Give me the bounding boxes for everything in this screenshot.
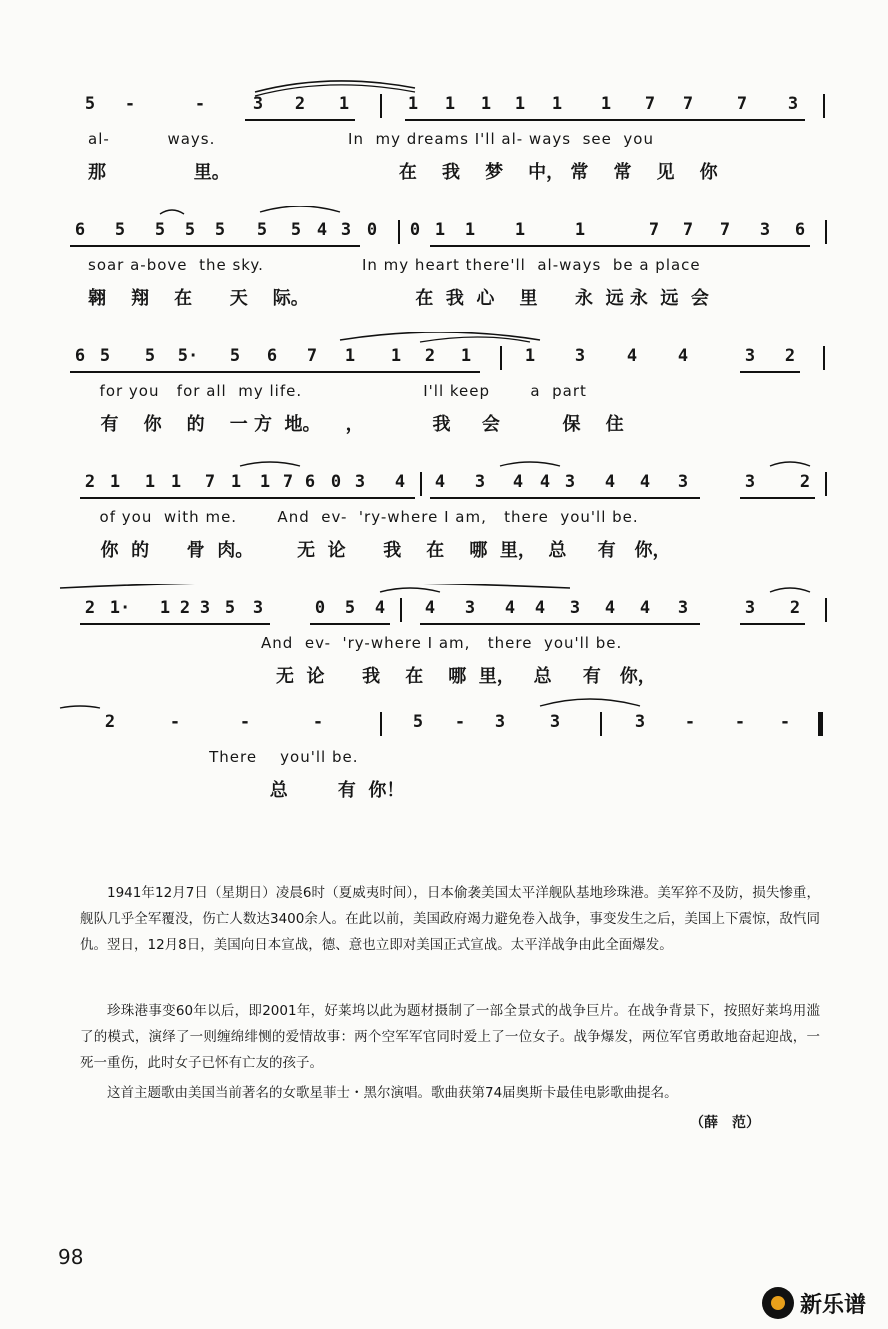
notation: 5 - - 3 2 1 1 1 1 1 1 1 7 7 7 3 (84, 94, 799, 114)
music-system-3 (0, 332, 888, 457)
music-system-4 (0, 458, 888, 583)
chinese-lyrics: 无 论 我 在 哪 里， 总 有 你， (88, 666, 656, 687)
music-system-1 (0, 80, 888, 205)
watermark-text: 新乐谱 (800, 1292, 867, 1318)
notation: 2 1· 1 2 3 5 3 0 5 4 4 3 4 4 3 4 4 3 3 2 (84, 598, 801, 618)
notation: 6 5 5 5 5 5 5 4 3 0 0 1 1 1 1 7 7 7 3 6 (74, 220, 806, 240)
chinese-lyrics: 有 你 的 一 方 地。 ， 我 会 保 住 (88, 414, 624, 435)
music-system-2 (0, 206, 888, 331)
english-lyrics: for you for all my life. I'll keep a part (88, 382, 587, 400)
english-lyrics: soar a-bove the sky. In my heart there'll al-ways be a place (88, 256, 701, 274)
notation: 6 5 5 5· 5 6 7 1 1 2 1 1 3 4 4 3 2 (74, 346, 796, 366)
music-system-5 (0, 584, 888, 709)
watermark-logo (762, 1287, 866, 1319)
author-credit: （薛 范） (690, 1115, 760, 1131)
music-system-6 (0, 698, 888, 823)
chinese-lyrics: 翱 翔 在 天 际。 在 我 心 里 永 远 永 远 会 (88, 288, 709, 309)
notation: 2 - - - 5 - 3 3 3 - - - (104, 712, 791, 732)
english-lyrics: of you with me. And ev- 'ry-where I am, there you'll be. (88, 508, 639, 526)
article-paragraph-1: 1941年12月7日（星期日）凌晨6时（夏威夷时间），日本偷袭美国太平洋舰队基地珍珠港。美军猝不及防，损失惨重，舰队几乎全军覆没，伤亡人数达3400余人。在此以前，美国政府竭力避免卷入战争，事变发生之后，美国上下震惊，敌忾同仇。翌日，12月8日，美国向日本宣战，德、意也立即对美国正式宣战。太平洋战争由此全面爆发。 (80, 885, 820, 953)
english-lyrics: There you'll be. (88, 748, 359, 766)
chinese-lyrics: 那 里。 在 我 梦 中， 常 常 见 你 (88, 162, 718, 183)
chinese-lyrics: 总 有 你！ (88, 780, 405, 801)
page-number: 98 (58, 1245, 84, 1269)
english-lyrics: al- ways. In my dreams I'll al- ways see you (88, 130, 654, 148)
english-lyrics: And ev- 'ry-where I am, there you'll be. (88, 634, 623, 652)
record-icon (762, 1287, 794, 1319)
notation: 2 1 1 1 7 1 1 7 6 0 3 4 4 3 4 4 3 4 4 3 3 2 (84, 472, 811, 492)
article-paragraph-3: 这首主题歌由美国当前著名的女歌星菲士・黑尔演唱。歌曲获第74届奥斯卡最佳电影歌曲提名。 (107, 1085, 678, 1101)
chinese-lyrics: 你 的 骨 肉。 无 论 我 在 哪 里， 总 有 你， (88, 540, 671, 561)
article-paragraph-2: 珍珠港事变60年以后，即2001年，好莱坞以此为题材摄制了一部全景式的战争巨片。在战争背景下，按照好莱坞用滥了的模式，演绎了一则缠绵绯恻的爱情故事：两个空军军官同时爱上了一位女子。战争爆发，两位军官勇敢地奋起迎战，一死一重伤，此时女子已怀有亡友的孩子。 (80, 1003, 820, 1071)
